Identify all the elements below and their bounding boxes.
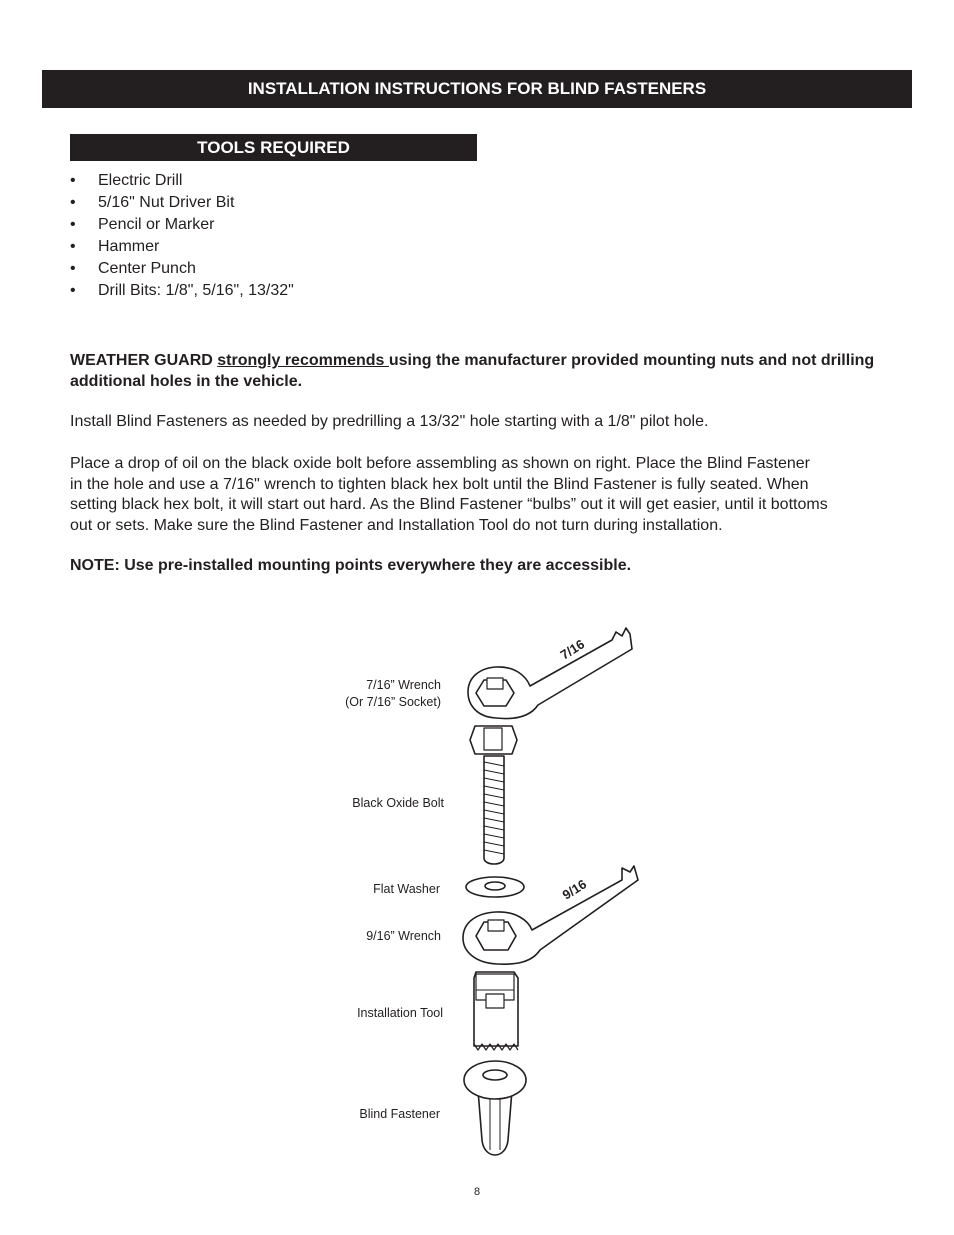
- bullet-icon: •: [70, 238, 76, 255]
- list-item: • Pencil or Marker: [70, 214, 294, 236]
- wrench-9-16-mark: 9/16: [559, 876, 590, 903]
- wrench-9-16-label: 9/16” Wrench: [366, 929, 441, 943]
- section-title: INSTALLATION INSTRUCTIONS FOR BLIND FASTENERS: [247, 79, 707, 98]
- bullet-icon: •: [70, 172, 76, 189]
- page-number: 8: [473, 1186, 481, 1198]
- washer-icon: [466, 877, 524, 897]
- wrench-7-16-mark: 7/16: [557, 636, 588, 663]
- bullet-icon: •: [70, 216, 76, 233]
- tools-list: [70, 170, 294, 302]
- tools-heading: TOOLS REQUIRED: [197, 137, 350, 157]
- bullet-icon: •: [70, 282, 76, 299]
- bullet-icon: •: [70, 194, 76, 211]
- predrill-paragraph: Install Blind Fasteners as needed by predrilling a 13/32" hole starting with a 1/8" pilot hole.: [70, 413, 709, 430]
- list-item: • Electric Drill: [70, 170, 294, 192]
- wrench-7-16-icon: [468, 628, 632, 719]
- list-item: • 5/16" Nut Driver Bit: [70, 192, 294, 214]
- bolt-icon: [470, 726, 517, 864]
- list-item: • Center Punch: [70, 258, 294, 280]
- instructions-paragraph: Place a drop of oil on the black oxide bolt before assembling as shown on right. Place the Blind Fastener in the hole and use a 7/16" wrench to tighten black hex bolt until the Blind Fastener is fully seated. When setting black hex bolt, it will start out hard. As the Blind Fastener “bulbs” out it will get easier, until it bottoms out or sets. Make sure the Blind Fastener and Installation Tool do not turn during installation.: [70, 455, 828, 534]
- wrench-7-16-label: 7/16” Wrench (Or 7/16” Socket): [345, 678, 441, 709]
- blind-fastener-label: Blind Fastener: [359, 1107, 440, 1121]
- emphasis-text: strongly recommends: [217, 352, 389, 369]
- installation-tool-label: Installation Tool: [357, 1006, 443, 1020]
- list-item: • Drill Bits: 1/8", 5/16", 13/32": [70, 280, 294, 302]
- bolt-label: Black Oxide Bolt: [352, 796, 444, 810]
- blind-fastener-icon: [464, 1061, 526, 1155]
- list-item: • Hammer: [70, 236, 294, 258]
- assembly-diagram: [450, 610, 650, 1170]
- tools-heading-bar: [70, 134, 477, 161]
- section-banner: [42, 70, 912, 108]
- installation-tool-icon: [474, 972, 518, 1050]
- note-paragraph: NOTE: Use pre-installed mounting points everywhere they are accessible.: [70, 557, 632, 574]
- bullet-icon: •: [70, 260, 76, 277]
- recommendation-paragraph: WEATHER GUARD strongly recommends using the manufacturer provided mounting nuts and not drilling additional holes in the vehicle.: [70, 352, 875, 390]
- washer-label: Flat Washer: [373, 882, 440, 896]
